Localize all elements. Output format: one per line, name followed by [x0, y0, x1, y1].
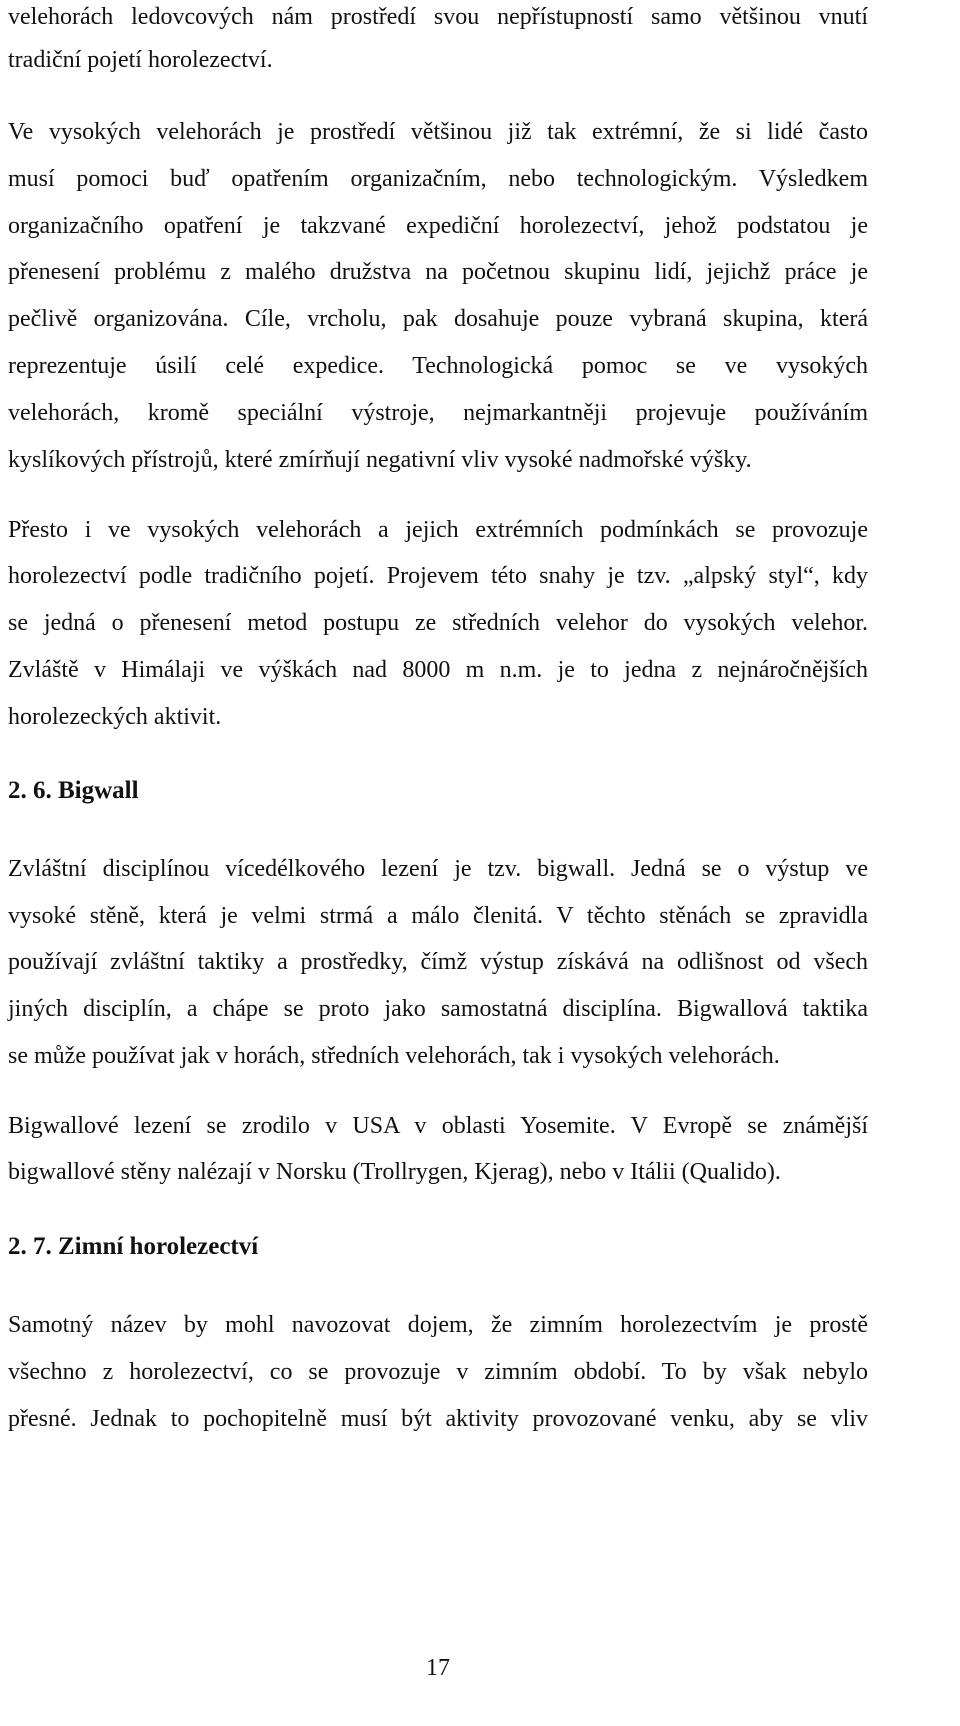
text-line: bigwallové stěny nalézají v Norsku (Trollrygen, Kjerag), nebo v Itálii (Qualido).: [8, 1159, 781, 1185]
page-number: 17: [426, 1655, 450, 1681]
text-line: organizačního opatření je takzvané expediční horolezectví, jehož podstatou je: [8, 213, 868, 239]
text-line: horolezeckých aktivit.: [8, 704, 222, 730]
text-line: Zvláště v Himálaji ve výškách nad 8000 m n.m. je to jedna z nejnáročnějších: [8, 657, 868, 683]
text-line: se jedná o přenesení metod postupu ze středních velehor do vysokých velehor.: [8, 610, 868, 636]
text-line: přesné. Jednak to pochopitelně musí být aktivity provozované venku, aby se vliv: [8, 1406, 868, 1432]
text-line: kyslíkových přístrojů, které zmírňují negativní vliv vysoké nadmořské výšky.: [8, 447, 752, 473]
text-line: Přesto i ve vysokých velehorách a jejich extrémních podmínkách se provozuje: [8, 517, 868, 543]
text-line: jiných disciplín, a chápe se proto jako samostatná disciplína. Bigwallová taktika: [8, 996, 868, 1022]
text-line: se může používat jak v horách, středních velehorách, tak i vysokých velehorách.: [8, 1043, 780, 1069]
text-line: musí pomoci buď opatřením organizačním, nebo technologickým. Výsledkem: [8, 166, 868, 192]
text-line: tradiční pojetí horolezectví.: [8, 47, 273, 73]
text-line: přenesení problému z malého družstva na početnou skupinu lidí, jejichž práce je: [8, 259, 868, 285]
text-line: velehorách ledovcových nám prostředí svou nepřístupností samo většinou vnutí: [8, 4, 868, 30]
text-line: používají zvláštní taktiky a prostředky, čímž výstup získává na odlišnost od všech: [8, 949, 868, 975]
text-line: Samotný název by mohl navozovat dojem, že zimním horolezectvím je prostě: [8, 1312, 868, 1338]
text-line: pečlivě organizována. Cíle, vrcholu, pak dosahuje pouze vybraná skupina, která: [8, 306, 868, 332]
text-line: reprezentuje úsilí celé expedice. Technologická pomoc se ve vysokých: [8, 353, 868, 379]
text-line: Ve vysokých velehorách je prostředí většinou již tak extrémní, že si lidé často: [8, 119, 868, 145]
text-line: velehorách, kromě speciální výstroje, nejmarkantněji projevuje používáním: [8, 400, 868, 426]
text-line: horolezectví podle tradičního pojetí. Projevem této snahy je tzv. „alpský styl“, kdy: [8, 563, 868, 589]
section-heading: 2. 6. Bigwall: [8, 777, 139, 804]
text-line: vysoké stěně, která je velmi strmá a málo členitá. V těchto stěnách se zpravidla: [8, 903, 868, 929]
section-heading: 2. 7. Zimní horolezectví: [8, 1233, 259, 1260]
text-line: všechno z horolezectví, co se provozuje v zimním období. To by však nebylo: [8, 1359, 868, 1385]
text-line: Zvláštní disciplínou vícedélkového lezení je tzv. bigwall. Jedná se o výstup ve: [8, 856, 868, 882]
text-line: Bigwallové lezení se zrodilo v USA v oblasti Yosemite. V Evropě se známější: [8, 1113, 868, 1139]
